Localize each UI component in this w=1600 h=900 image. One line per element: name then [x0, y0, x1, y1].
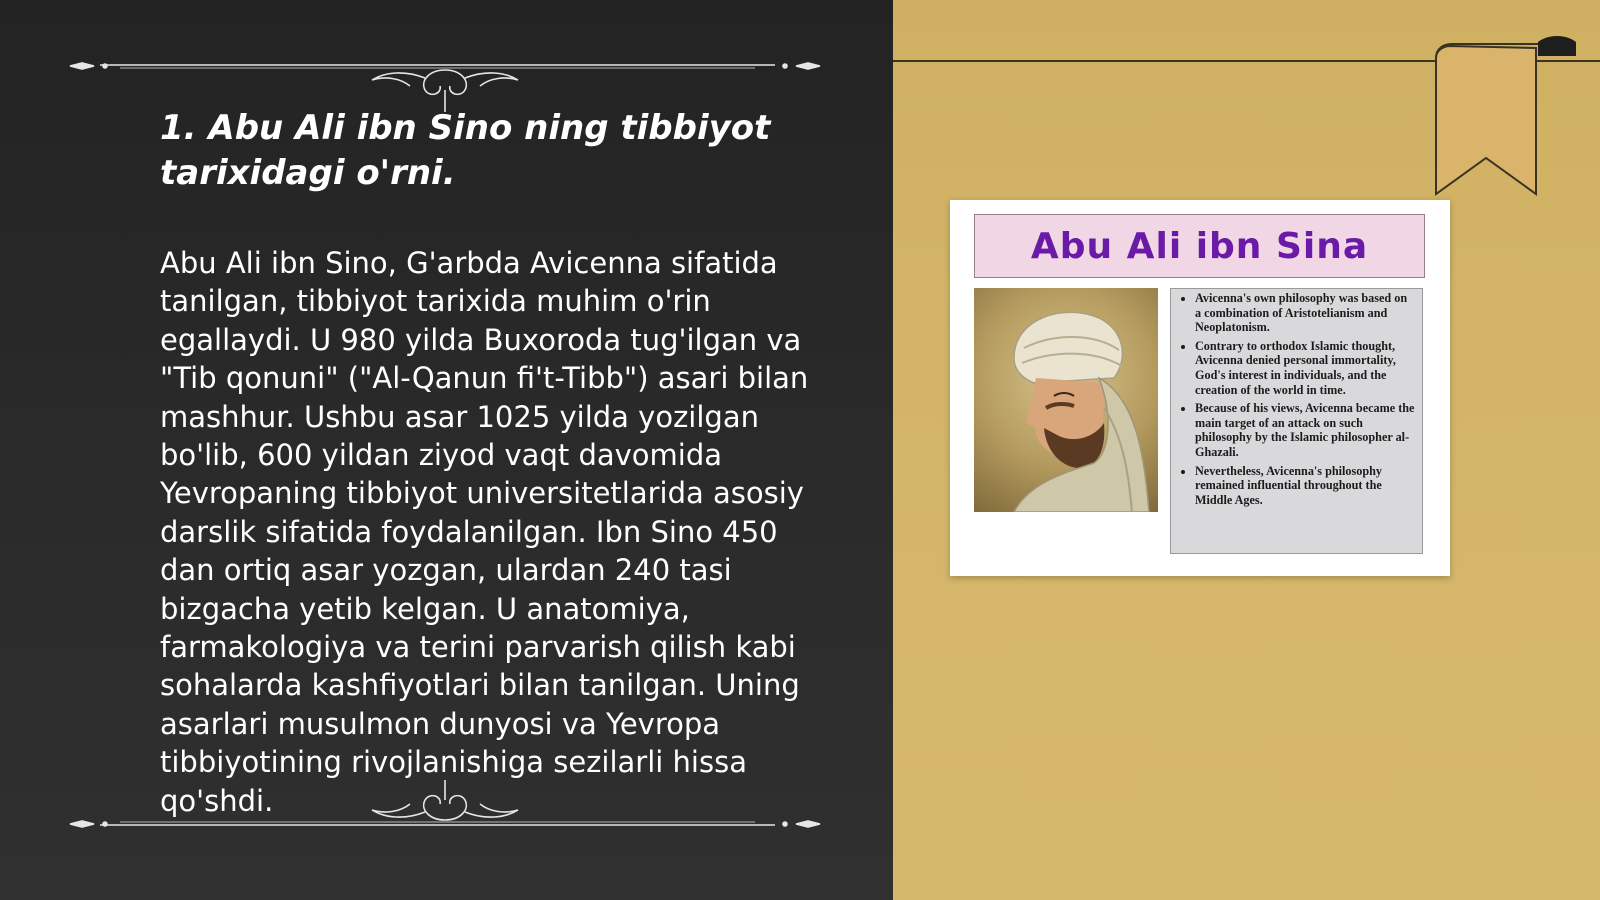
card-bullet: • Nevertheless, Avicenna's philosophy remained influential throughout the Middle Ages. — [1195, 464, 1416, 508]
card-title: Abu Ali ibn Sina — [1030, 225, 1369, 267]
embedded-slide-card — [950, 200, 1450, 576]
card-bullet: • Contrary to orthodox Islamic thought, Avicenna denied personal immortality, God's interest in individuals, and the creation of the world in time. — [1195, 339, 1416, 397]
card-title-box — [974, 214, 1425, 278]
slide-body-text: Abu Ali ibn Sino, G'arbda Avicenna sifatida tanilgan, tibbiyot tarixida muhim o'rin egallaydi. U 980 yilda Buxoroda tug'ilgan va "Tib qonuni" ("Al-Qanun fi't-Tibb") asari bilan mashhur. Ushbu asar 1025 yilda yozilgan bo'lib, 600 yildan ziyod vaqt davomida Yevropaning tibbiyot universitetlarida asosiy darslik sifatida foydalanilgan. Ibn Sino 450 dan ortiq asar yozgan, ulardan 240 tasi bizgacha yetib kelgan. U anatomiya, farmakologiya va terini parvarish qilish kabi sohalarda kashfiyotlari bilan tanilgan. Uning asarlari musulmon dunyosi va Yevropa tibbiyotining rivojlanishiga sezilarli hissa qo'shdi. — [160, 246, 809, 818]
card-bullet: • Avicenna's own philosophy was based on a combination of Aristotelianism and Neoplatonism. — [1195, 291, 1416, 335]
bookmark-ribbon-icon — [1430, 34, 1600, 204]
card-bullet: • Because of his views, Avicenna became the main target of an attack on such philosophy by the Islamic philosopher al-Ghazali. — [1195, 401, 1416, 459]
card-bullet-list — [1175, 291, 1416, 507]
portrait-image — [974, 288, 1158, 512]
card-bullets-box — [1170, 288, 1423, 554]
slide-title: 1. Abu Ali ibn Sino ning tibbiyot tarixidagi o'rni. — [160, 108, 771, 193]
